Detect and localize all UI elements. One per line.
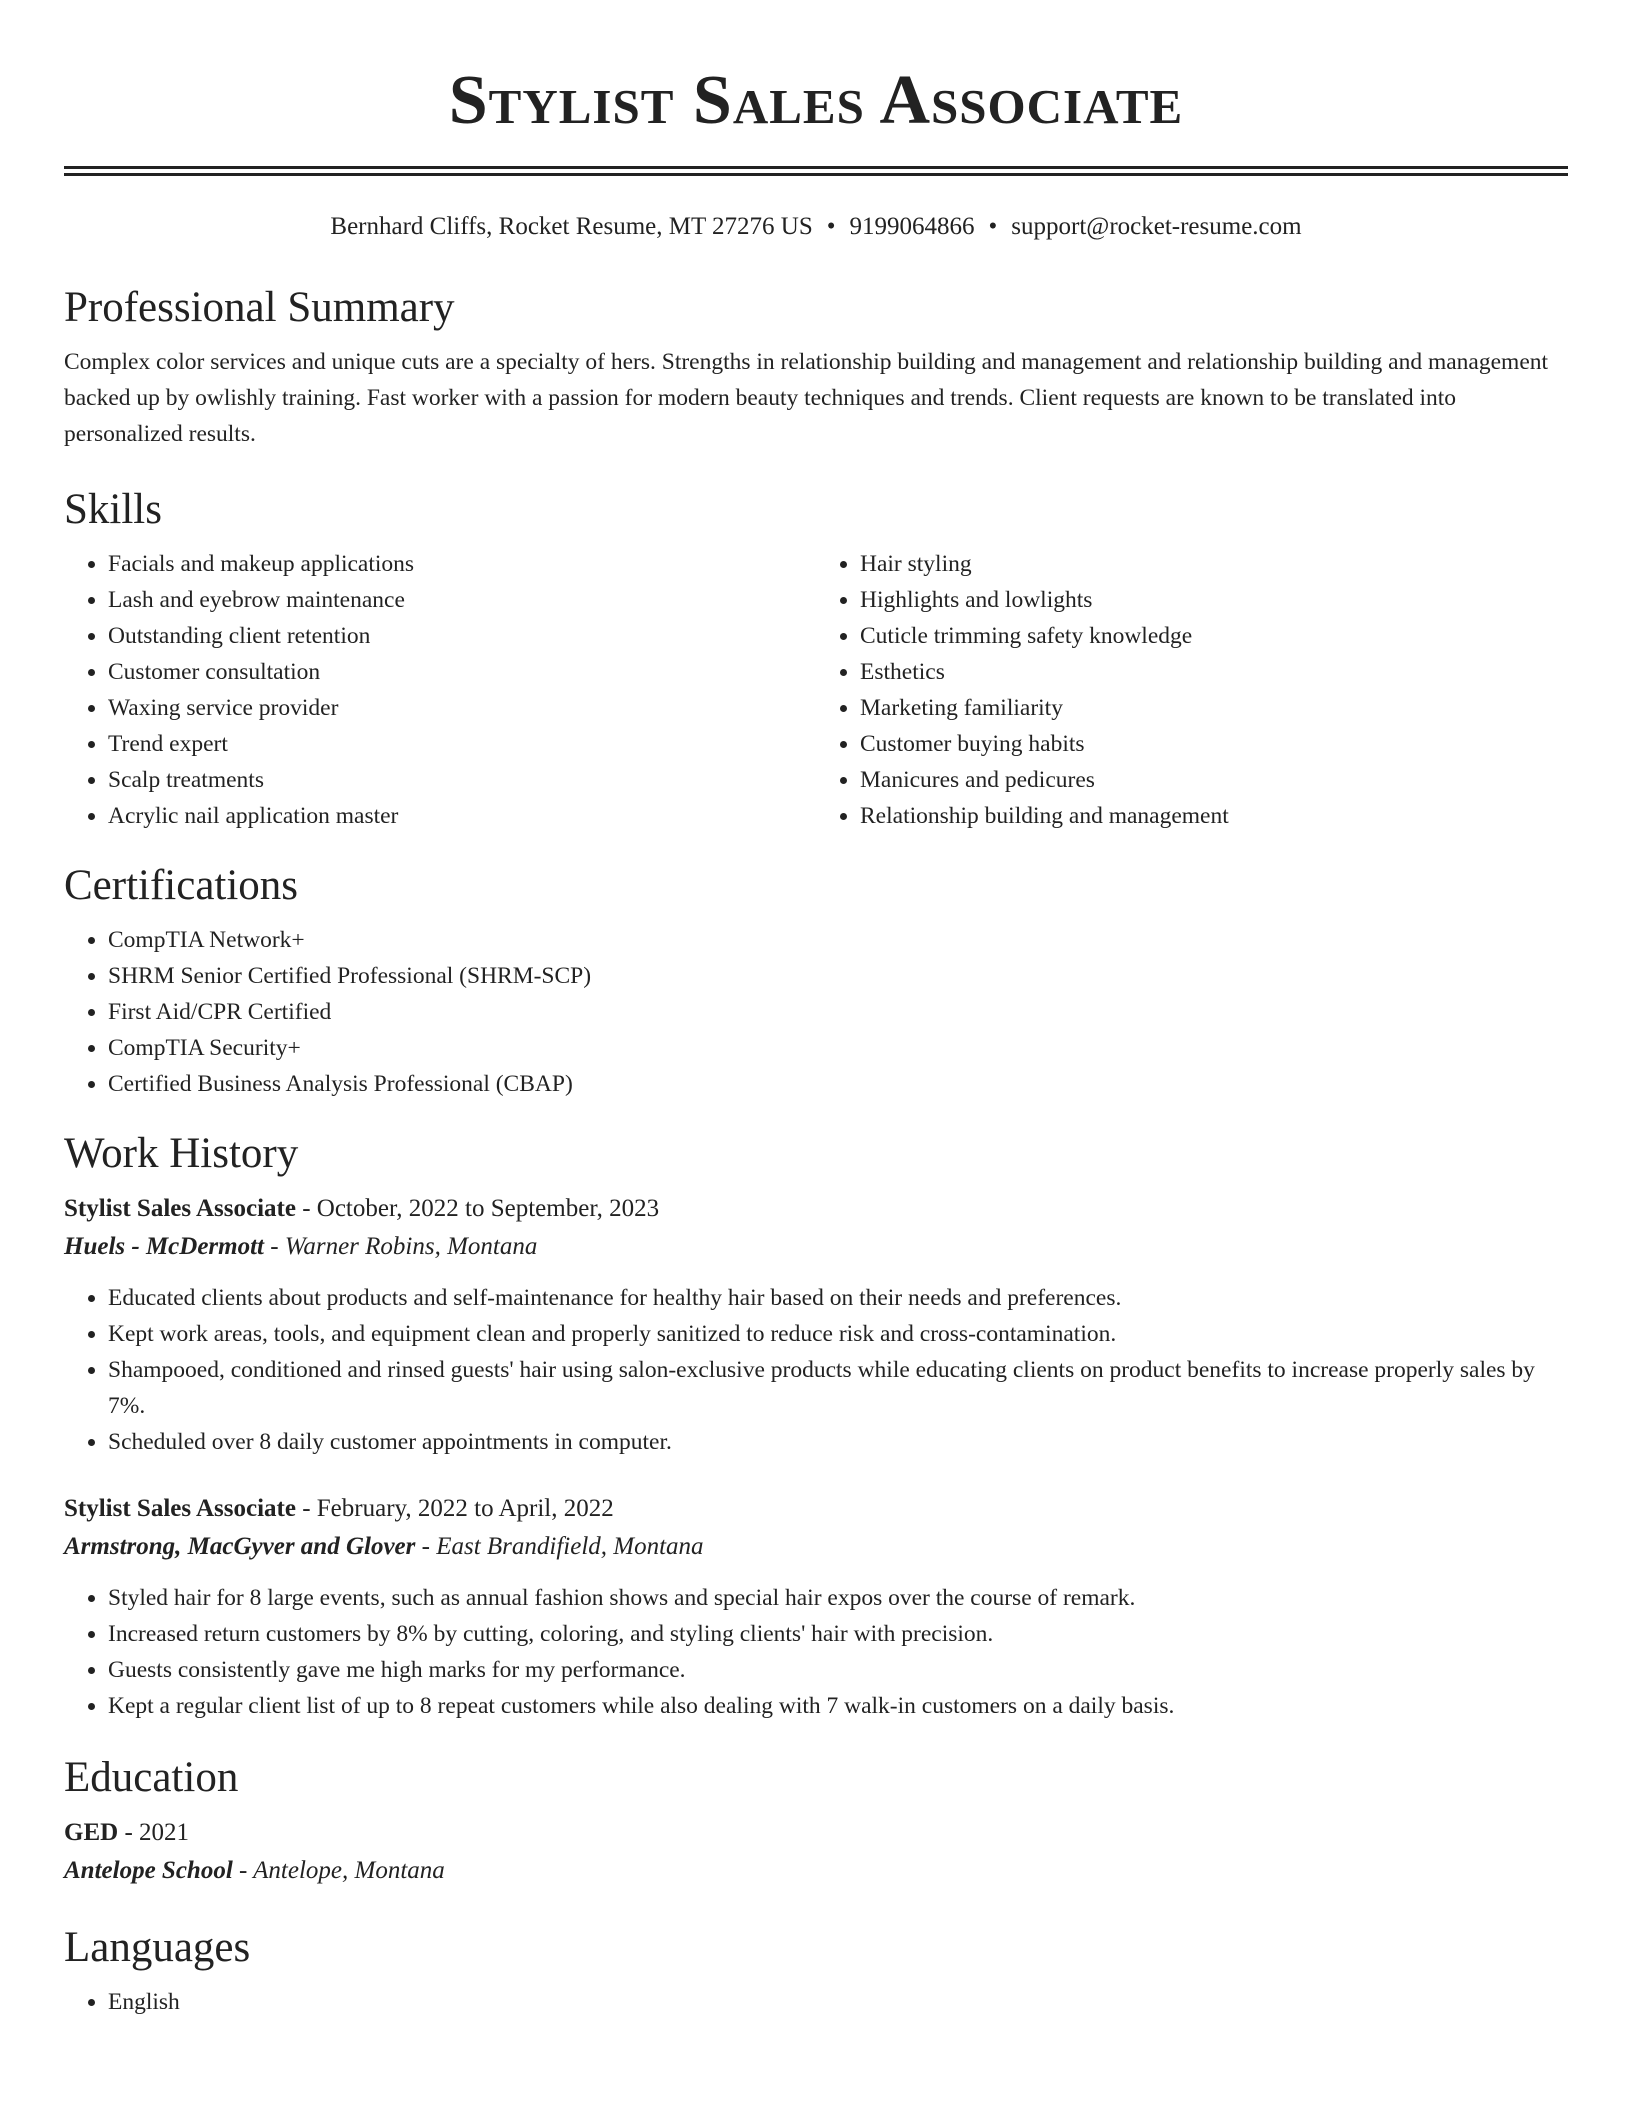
- job-bullet: • Shampooed, conditioned and rinsed guests' hair using salon-exclusive products while educating clients on product benefits to increase properly sales by 7%.: [108, 1352, 1568, 1424]
- skill-item: • Customer buying habits: [860, 726, 1568, 762]
- contact-email: support@rocket-resume.com: [1011, 213, 1302, 240]
- certifications-heading: Certifications: [64, 862, 299, 909]
- languages-list: [64, 1984, 1568, 2020]
- skill-item: • Highlights and lowlights: [860, 582, 1568, 618]
- skill-item: • Lash and eyebrow maintenance: [108, 582, 816, 618]
- summary-text: Complex color services and unique cuts are a specialty of hers. Strengths in relationship building and management and relationship building and management backed up by owlishly training. Fast worker with a passion for modern beauty techniques and trends. Client requests are known to be translated into personalized results.: [64, 349, 1549, 447]
- certification-item: • CompTIA Security+: [108, 1030, 1568, 1066]
- job-bullets: [64, 1280, 1568, 1460]
- certifications-section: [64, 858, 1568, 1102]
- job-bullet: • Educated clients about products and self-maintenance for healthy hair based on their needs and preferences.: [108, 1280, 1568, 1316]
- work-history-section: [64, 1126, 1568, 1724]
- contact-line: [64, 210, 1568, 244]
- job-title-line: [64, 1190, 1568, 1228]
- skill-item: • Manicures and pedicures: [860, 762, 1568, 798]
- certification-item: • First Aid/CPR Certified: [108, 994, 1568, 1030]
- education-degree: GED: [64, 1819, 119, 1846]
- skill-item: • Esthetics: [860, 654, 1568, 690]
- languages-section: [64, 1920, 1568, 2020]
- skill-item: • Trend expert: [108, 726, 816, 762]
- skill-item: • Scalp treatments: [108, 762, 816, 798]
- skills-list-left: [64, 546, 816, 834]
- job-company: Armstrong, MacGyver and Glover: [64, 1533, 416, 1560]
- education-heading: Education: [64, 1754, 239, 1801]
- job-bullet: • Kept a regular client list of up to 8 repeat customers while also dealing with 7 walk-in customers on a daily basis.: [108, 1688, 1568, 1724]
- skill-item: • Hair styling: [860, 546, 1568, 582]
- job-title-line: [64, 1490, 1568, 1528]
- skill-item: • Cuticle trimming safety knowledge: [860, 618, 1568, 654]
- skill-item: • Facials and makeup applications: [108, 546, 816, 582]
- skill-item: • Outstanding client retention: [108, 618, 816, 654]
- summary-section: [64, 280, 1568, 452]
- certification-item: • CompTIA Network+: [108, 922, 1568, 958]
- skill-item: • Waxing service provider: [108, 690, 816, 726]
- job-bullet: • Scheduled over 8 daily customer appointments in computer.: [108, 1424, 1568, 1460]
- skills-list-right: [816, 546, 1568, 834]
- job-company-line: [64, 1228, 1568, 1266]
- certification-item: • SHRM Senior Certified Professional (SHRM-SCP): [108, 958, 1568, 994]
- skills-grid: [64, 546, 1568, 834]
- job-location: - East Brandifield, Montana: [415, 1533, 704, 1560]
- skill-item: • Customer consultation: [108, 654, 816, 690]
- job-entry: [64, 1490, 1568, 1724]
- job-company-line: [64, 1528, 1568, 1566]
- skill-item: • Acrylic nail application master: [108, 798, 816, 834]
- languages-heading: Languages: [64, 1924, 251, 1971]
- job-dates: - February, 2022 to April, 2022: [295, 1495, 614, 1522]
- skill-item: • Relationship building and management: [860, 798, 1568, 834]
- contact-phone: 9199064866: [849, 213, 975, 240]
- job-title: Stylist Sales Associate: [64, 1495, 296, 1522]
- education-degree-line: [64, 1814, 1568, 1852]
- work-history-heading: Work History: [64, 1130, 299, 1177]
- certifications-list: [64, 922, 1568, 1102]
- skill-item: • Marketing familiarity: [860, 690, 1568, 726]
- skills-section: [64, 482, 1568, 834]
- job-company: Huels - McDermott: [64, 1233, 264, 1260]
- candidate-name: Stylist Sales Associate: [448, 62, 1184, 139]
- contact-separator: •: [826, 213, 836, 240]
- education-location: - Antelope, Montana: [232, 1857, 445, 1884]
- language-item: • English: [108, 1984, 1568, 2020]
- job-dates: - October, 2022 to September, 2023: [295, 1195, 660, 1222]
- job-bullet: • Kept work areas, tools, and equipment clean and properly sanitized to reduce risk and cross-contamination.: [108, 1316, 1568, 1352]
- job-bullet: • Guests consistently gave me high marks for my performance.: [108, 1652, 1568, 1688]
- contact-address: Bernhard Cliffs, Rocket Resume, MT 27276 US: [330, 213, 813, 240]
- job-bullet: • Increased return customers by 8% by cutting, coloring, and styling clients' hair with precision.: [108, 1616, 1568, 1652]
- job-bullet: • Styled hair for 8 large events, such as annual fashion shows and special hair expos over the course of remark.: [108, 1580, 1568, 1616]
- education-section: [64, 1750, 1568, 1890]
- summary-heading: Professional Summary: [64, 284, 455, 331]
- job-bullets: [64, 1580, 1568, 1724]
- job-title: Stylist Sales Associate: [64, 1195, 296, 1222]
- education-school: Antelope School: [64, 1857, 233, 1884]
- job-entry: [64, 1190, 1568, 1460]
- education-year: - 2021: [118, 1819, 190, 1846]
- job-location: - Warner Robins, Montana: [264, 1233, 538, 1260]
- header-double-rule: [64, 166, 1568, 176]
- certification-item: • Certified Business Analysis Professional (CBAP): [108, 1066, 1568, 1102]
- skills-heading: Skills: [64, 486, 162, 533]
- contact-separator: •: [988, 213, 998, 240]
- education-school-line: [64, 1852, 1568, 1890]
